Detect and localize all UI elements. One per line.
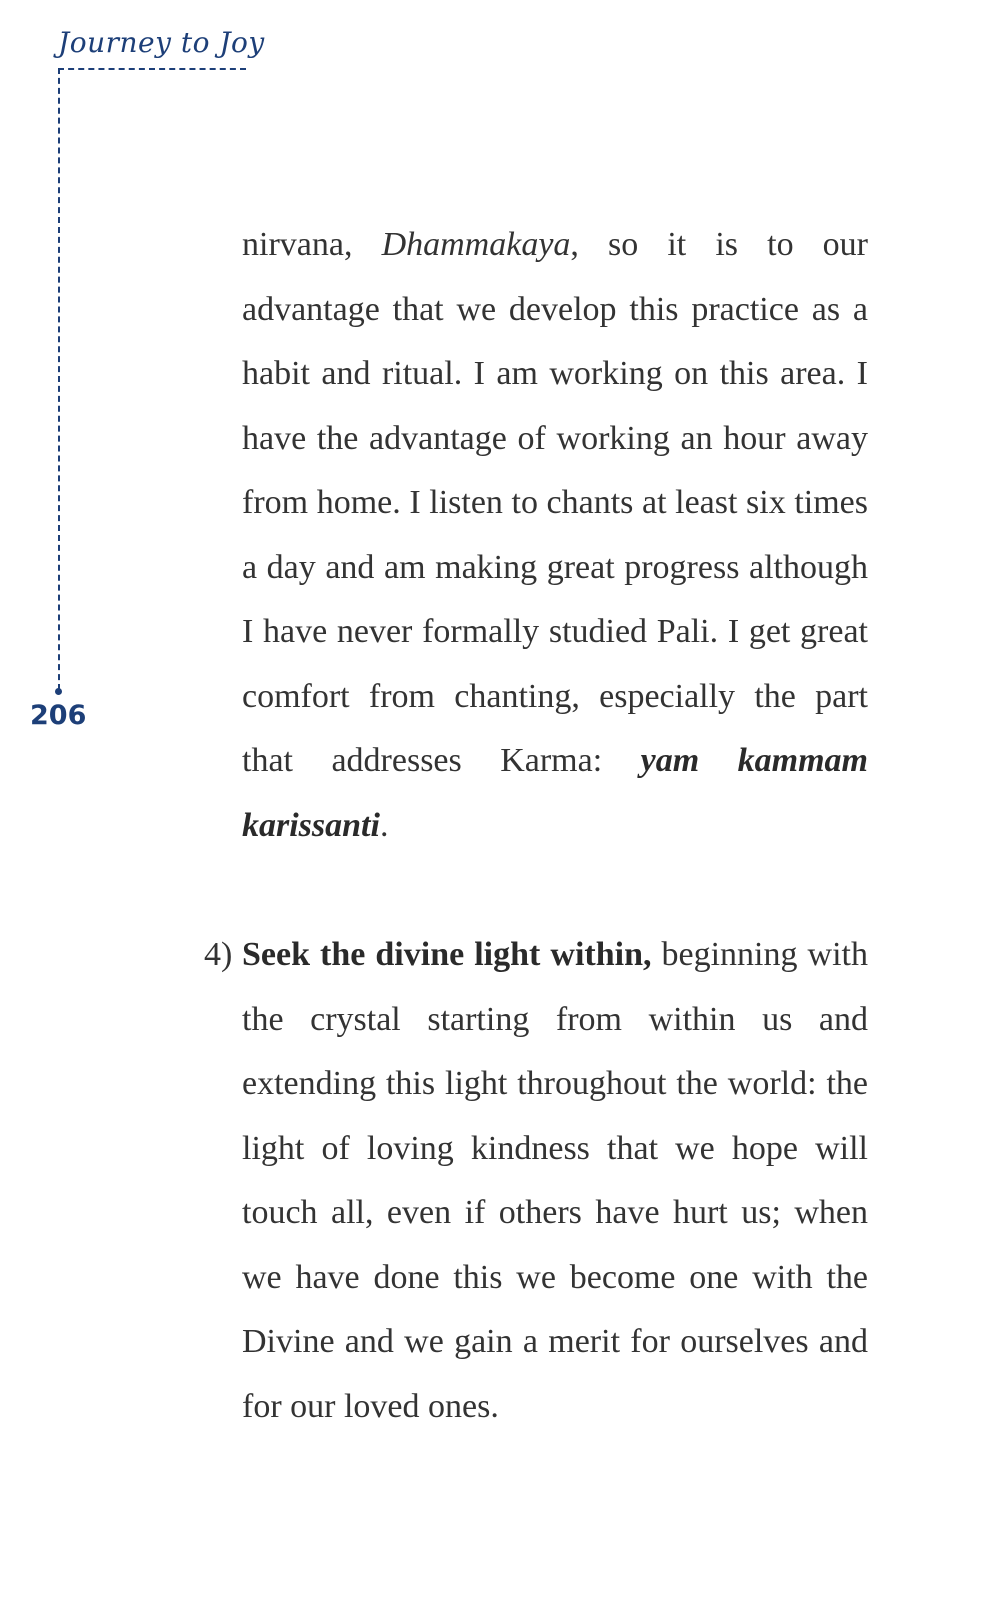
body-paragraph — [242, 213, 868, 858]
italic-term: Dhammakaya — [381, 226, 571, 263]
running-title: Journey to Joy — [58, 26, 265, 59]
rule-end-dot — [55, 688, 62, 695]
list-item-text: beginning with the crystal starting from within us and extending this light throughout the world: the light of loving kindness that we hope will touch all, even if others have hurt us; when we have done this we become one with the Divine and we gain a merit for ourselves and for our loved ones. — [242, 936, 868, 1425]
page-number: 206 — [30, 700, 87, 731]
pali-phrase: yam kammam karissanti — [242, 742, 868, 844]
list-marker: 4) — [204, 936, 233, 973]
list-item-4 — [204, 923, 868, 1439]
paragraph-text: nirvana, — [242, 226, 382, 263]
paragraph-end: . — [379, 806, 389, 844]
list-item-lead: Seek the divine light within, — [242, 936, 652, 973]
margin-dashed-rule — [58, 68, 60, 690]
header-dashed-rule — [58, 68, 246, 70]
paragraph-text: , so it is to our advantage that we develop this practice as a habit and ritual. I am working on this area. I have the advantage of working an hour away from home. I listen to chants at least six times a day and am making great progress although I have never formally studied Pali. I get great comfort from chanting, especially the part that addresses Karma: — [242, 226, 868, 779]
